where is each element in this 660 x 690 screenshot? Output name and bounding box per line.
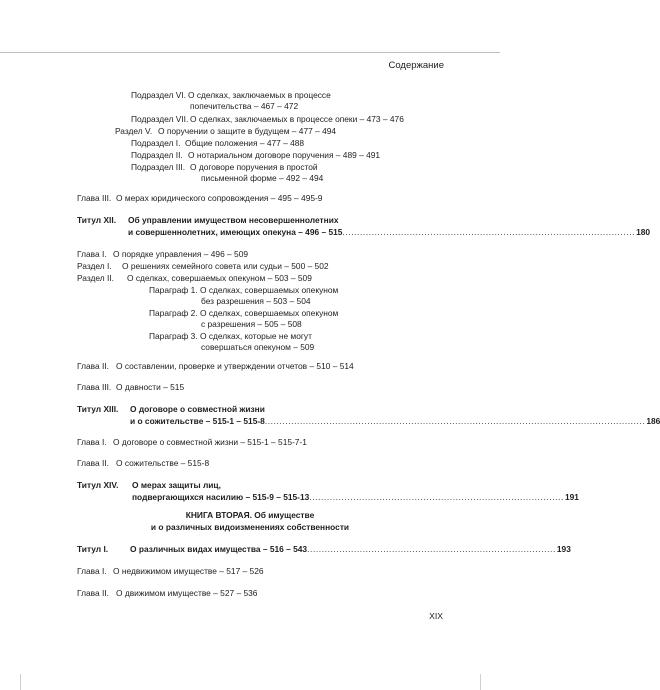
book-heading: КНИГА ВТОРАЯ. Об имуществе — [185, 510, 315, 520]
toc-entry-with-page — [132, 492, 579, 503]
toc-entry: О недвижимом имуществе – 517 – 526 — [113, 566, 264, 576]
toc-label: Раздел II. — [77, 273, 114, 283]
toc-entry: О мерах защиты лиц, — [132, 480, 221, 490]
toc-label: Подраздел II. — [131, 150, 183, 160]
toc-label: Глава I. — [77, 566, 107, 576]
toc-label: Параграф 3. — [149, 331, 198, 341]
book-heading: и о различных видоизменениях собственности — [150, 522, 350, 532]
toc-label: Титул XIII. — [77, 404, 119, 414]
toc-entry: попечительства – 467 – 472 — [190, 101, 299, 111]
crop-marks — [0, 674, 500, 690]
leader-dots: .................................................................................................... — [342, 227, 636, 237]
toc-entry: О сделках, заключаемых в процессе опеки – 473 – 476 — [190, 114, 404, 124]
toc-label: Глава III. — [77, 382, 112, 392]
toc-entry: О порядке управления – 496 – 509 — [113, 249, 249, 259]
toc-label: Глава I. — [77, 437, 107, 447]
toc-label: Глава I. — [77, 249, 107, 259]
toc-entry: с разрешения – 505 – 508 — [201, 319, 302, 329]
toc-entry: О различных видах имущества – 516 – 543 — [130, 544, 308, 554]
toc-entry: Общие положения – 477 – 488 — [185, 138, 305, 148]
toc-label: Подраздел I. — [131, 138, 181, 148]
toc-label: Раздел I. — [77, 261, 112, 271]
toc-page-number: 180 — [636, 227, 651, 237]
toc-label: Глава II. — [77, 361, 109, 371]
running-header: Содержание — [388, 60, 444, 71]
toc-entry: подвергающихся насилию – 515-9 – 515-13 — [132, 492, 310, 502]
toc-entry: О поручении о защите в будущем – 477 – 494 — [158, 126, 337, 136]
page-number: XIX — [429, 611, 443, 621]
toc-page-number: 193 — [556, 544, 571, 554]
toc-label: Глава III. — [77, 193, 112, 203]
toc-entry-with-page — [128, 227, 651, 238]
toc-entry: О договоре о совместной жизни – 515-1 – 515-7-1 — [113, 437, 307, 447]
toc-entry: О нотариальном договоре поручения – 489 – 491 — [188, 150, 381, 160]
toc-entry: О сделках, совершаемых опекуном – 503 – 509 — [127, 273, 312, 283]
toc-entry: О сделках, заключаемых в процессе — [188, 90, 331, 100]
toc-entry: совершаться опекуном – 509 — [201, 342, 315, 352]
toc-label: Подраздел III. — [131, 162, 186, 172]
header-rule — [0, 52, 500, 53]
leader-dots: ....................................................................................... — [309, 492, 564, 502]
toc-label: Глава II. — [77, 588, 109, 598]
toc-label: Титул XIV. — [77, 480, 119, 490]
toc-entry: Об управлении имуществом несовершеннолетних — [128, 215, 339, 225]
toc-page-number: 186 — [646, 416, 660, 426]
leader-dots: ..................................................................................... — [307, 544, 556, 554]
toc-entry: О решениях семейного совета или судьи – 500 – 502 — [122, 261, 329, 271]
toc-label: Параграф 2. — [149, 308, 198, 318]
toc-entry: О договоре поручения в простой — [190, 162, 318, 172]
toc-entry-with-page — [130, 416, 660, 427]
toc-label: Раздел V. — [115, 126, 153, 136]
toc-label: Параграф 1. — [149, 285, 198, 295]
crop-mark — [20, 674, 21, 690]
toc-entry: О сделках, совершаемых опекуном — [200, 308, 339, 318]
toc-label: Подраздел VII. — [131, 114, 189, 124]
toc-entry: О движимом имуществе – 527 – 536 — [116, 588, 258, 598]
toc-label: Глава II. — [77, 458, 109, 468]
toc-entry: О договоре о совместной жизни — [130, 404, 265, 414]
toc-label: Титул XII. — [77, 215, 117, 225]
toc-entry: О мерах юридического сопровождения – 495 – 495-9 — [116, 193, 323, 203]
crop-mark — [480, 674, 481, 690]
toc-entry: О сожительстве – 515-8 — [116, 458, 210, 468]
toc-page-number: 191 — [564, 492, 579, 502]
toc-label: Титул I. — [77, 544, 109, 554]
toc-entry: письменной форме – 492 – 494 — [201, 173, 324, 183]
toc-entry: О сделках, совершаемых опекуном — [200, 285, 339, 295]
toc-entry: О составлении, проверке и утверждении отчетов – 510 – 514 — [116, 361, 354, 371]
toc-entry: О сделках, которые не могут — [200, 331, 312, 341]
toc-entry-with-page — [130, 544, 571, 555]
toc-label: Подраздел VI. — [131, 90, 186, 100]
toc-entry: и о сожительстве – 515-1 – 515-8 — [130, 416, 265, 426]
toc-entry: и совершеннолетних, имеющих опекуна – 496 – 515 — [128, 227, 343, 237]
toc-entry: без разрешения – 503 – 504 — [201, 296, 311, 306]
leader-dots: .................................................................................................................................. — [264, 416, 646, 426]
toc-entry: О давности – 515 — [116, 382, 185, 392]
